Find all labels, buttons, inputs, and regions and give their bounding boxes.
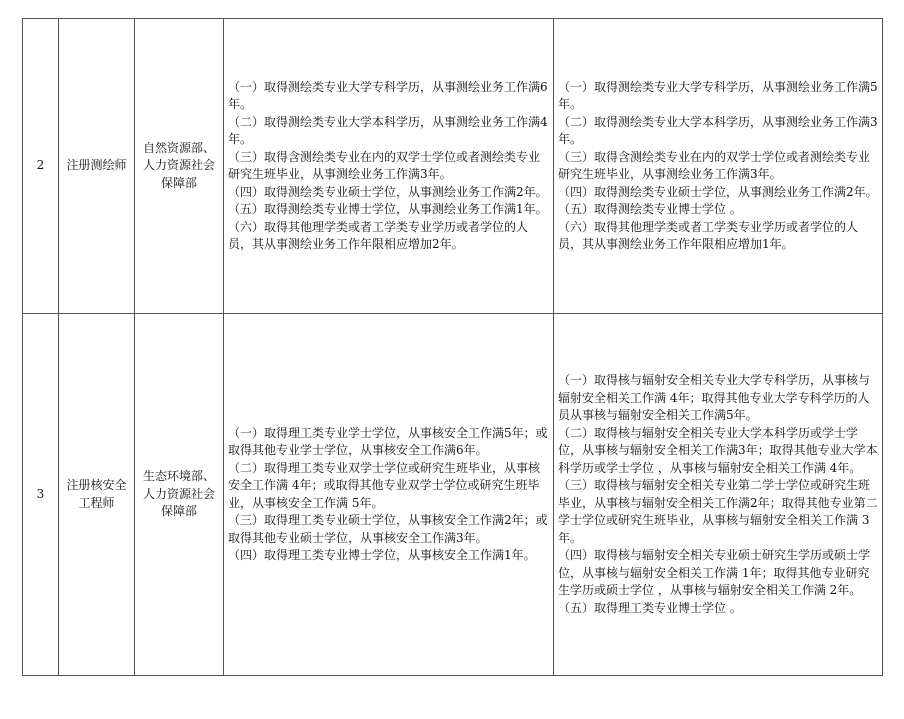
department: 自然资源部、人力资源社会保障部 bbox=[135, 19, 224, 314]
original-requirements bbox=[224, 314, 554, 676]
requirement-item: （一）取得核与辐射安全相关专业大学专科学历，从事核与辐射安全相关工作满 4年；取得其他专业大学专科学历的人员从事核与辐射安全相关工作满5年。 bbox=[558, 373, 871, 422]
requirement-item: （五）取得测绘类专业博士学位，从事测绘业务工作满1年。 bbox=[228, 202, 548, 216]
row-number: 3 bbox=[23, 314, 59, 676]
table-row bbox=[23, 314, 883, 676]
requirement-item: （二）取得理工类专业双学士学位或研究生班毕业，从事核安全工作满 4年；或取得其他专业双学士学位或研究生班毕业，从事核安全工作满 5年。 bbox=[228, 460, 541, 510]
requirement-item: （五）取得测绘类专业博士学位 。 bbox=[558, 202, 742, 216]
table-row bbox=[23, 19, 883, 314]
requirement-item: （三）取得含测绘类专业在内的双学士学位或者测绘类专业研究生班毕业，从事测绘业务工作满3年。 bbox=[558, 149, 871, 181]
requirement-item: （三）取得核与辐射安全相关专业第二学士学位或研究生班毕业，从事核与辐射安全相关工作满2年；取得其他专业第二学士学位或研究生班毕业，从事核与辐射安全相关工作满 3年。 bbox=[558, 478, 878, 545]
requirement-item: （二）取得测绘类专业大学本科学历，从事测绘业务工作满4年。 bbox=[228, 114, 548, 146]
requirement-item: （一）取得测绘类专业大学专科学历，从事测绘业务工作满6年。 bbox=[228, 79, 548, 111]
requirement-item: （五）取得理工类专业博士学位 。 bbox=[558, 600, 742, 615]
department: 生态环境部、人力资源社会保障部 bbox=[135, 314, 224, 676]
requirement-item: （一）取得测绘类专业大学专科学历，从事测绘业务工作满5年。 bbox=[558, 79, 878, 111]
requirement-item: （一）取得理工类专业学士学位，从事核安全工作满5年；或取得其他专业学士学位，从事核安全工作满6年。 bbox=[228, 425, 548, 457]
qualification-name: 注册测绘师 bbox=[59, 19, 135, 314]
requirement-item: （六）取得其他理学类或者工学类专业学历或者学位的人员，其从事测绘业务工作年限相应增加2年。 bbox=[228, 219, 529, 251]
requirement-item: （四）取得测绘类专业硕士学位，从事测绘业务工作满2年。 bbox=[558, 184, 878, 199]
revised-requirements bbox=[554, 19, 883, 314]
qualification-table bbox=[22, 18, 883, 676]
requirement-item: （四）取得核与辐射安全相关专业硕士研究生学历或硕士学位，从事核与辐射安全相关工作满 1年；取得其他专业研究生学历或硕士学位 ，从事核与辐射安全相关工作满 2年。 bbox=[558, 548, 871, 597]
requirement-item: （四）取得测绘类专业硕士学位，从事测绘业务工作满2年。 bbox=[228, 184, 548, 199]
requirement-item: （四）取得理工类专业博士学位，从事核安全工作满1年。 bbox=[228, 548, 536, 562]
requirement-item: （六）取得其他理学类或者工学类专业学历或者学位的人员，其从事测绘业务工作年限相应增加1年。 bbox=[558, 219, 859, 251]
requirement-item: （三）取得含测绘类专业在内的双学士学位或者测绘类专业研究生班毕业，从事测绘业务工作满3年。 bbox=[228, 149, 541, 181]
requirement-item: （三）取得理工类专业硕士学位，从事核安全工作满2年；或取得其他专业硕士学位，从事核安全工作满3年。 bbox=[228, 513, 548, 545]
revised-requirements bbox=[554, 314, 883, 676]
row-number: 2 bbox=[23, 19, 59, 314]
requirement-item: （二）取得核与辐射安全相关专业大学本科学历或学士学位，从事核与辐射安全相关工作满3年；取得其他专业大学本科学历或学士学位 ，从事核与辐射安全相关工作满 4年。 bbox=[558, 425, 878, 475]
original-requirements bbox=[224, 19, 554, 314]
qualification-name: 注册核安全工程师 bbox=[59, 314, 135, 676]
requirement-item: （二）取得测绘类专业大学本科学历，从事测绘业务工作满3年。 bbox=[558, 114, 878, 146]
